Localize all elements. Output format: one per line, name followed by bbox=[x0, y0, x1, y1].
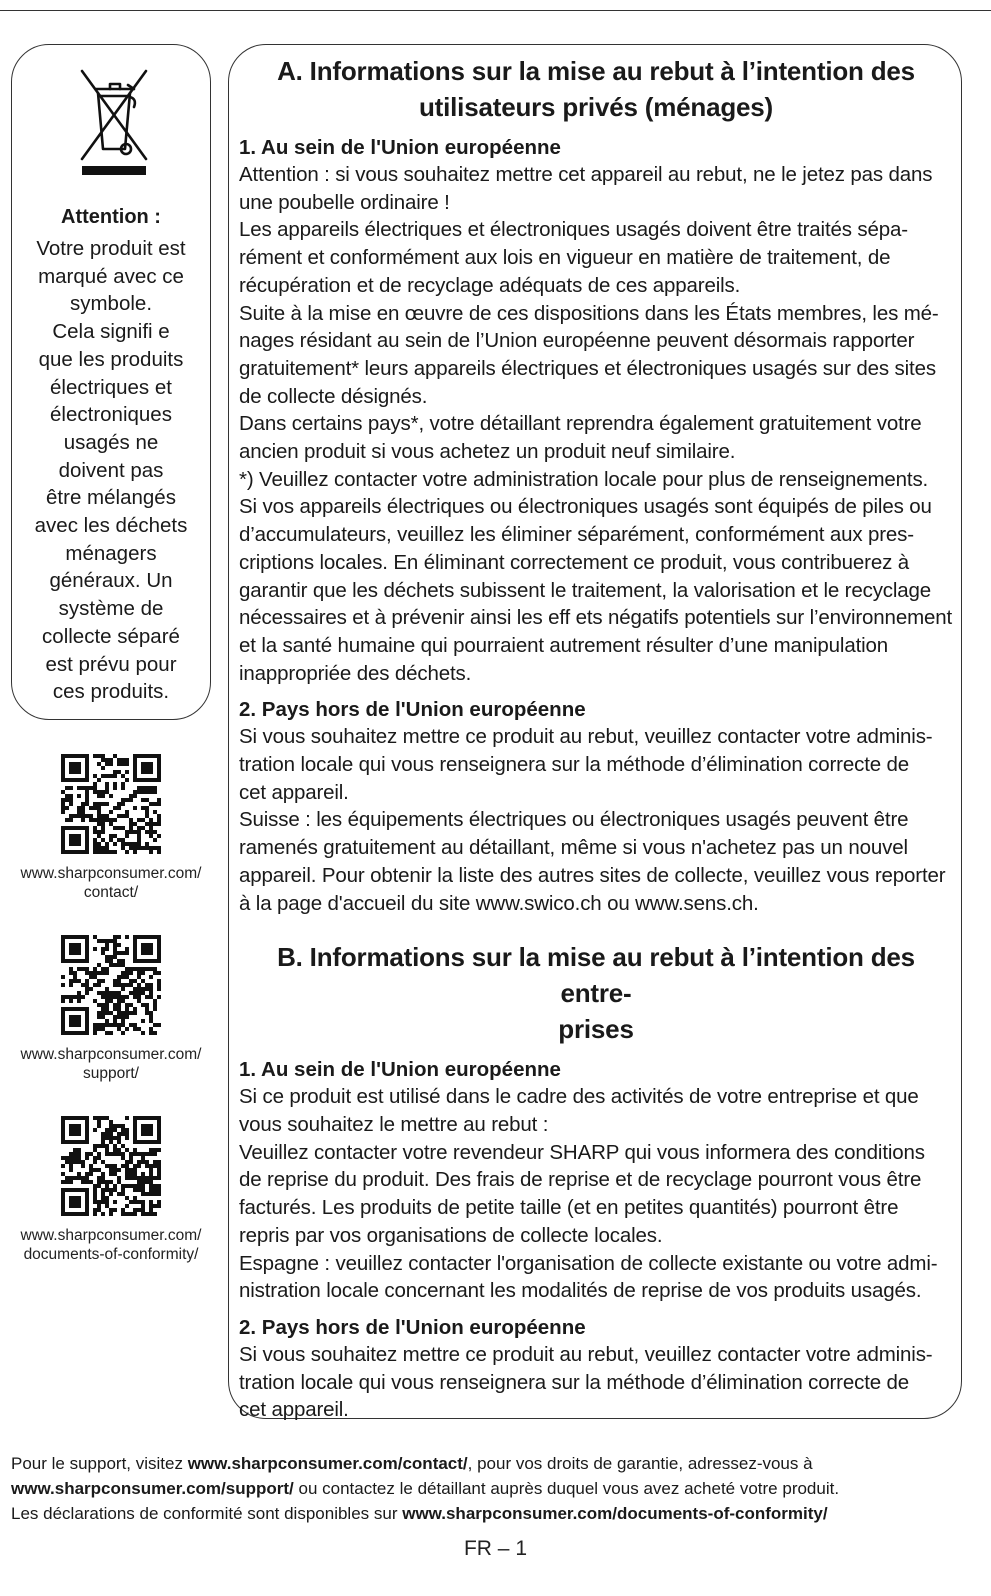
section-a-sub2-text bbox=[239, 723, 953, 917]
text-line: rément et conformément aux lois en vigueur en matière de traitement, de bbox=[239, 246, 891, 270]
disposal-info-panel bbox=[228, 44, 962, 1422]
attention-line: électroniques bbox=[50, 403, 172, 427]
attention-line: ménagers bbox=[65, 541, 157, 565]
conformity-link[interactable]: www.sharpconsumer.com/documents-of-conformity/ bbox=[402, 1504, 828, 1523]
section-a-sub1-title: 1. Au sein de l'Union européenne bbox=[239, 136, 561, 159]
text-line: cet appareil. bbox=[239, 780, 349, 804]
section-b-title-line1: B. Informations sur la mise au rebut à l’intention des entre- bbox=[277, 942, 915, 1009]
attention-line: Votre produit est bbox=[36, 237, 186, 260]
footer-line-3 bbox=[11, 1501, 971, 1526]
attention-line: symbole. bbox=[69, 292, 153, 316]
page-number: FR – 1 bbox=[463, 1537, 528, 1560]
text-line: récupération et de recyclage adéquats de ces appareils. bbox=[239, 273, 741, 297]
attention-line: doivent pas bbox=[58, 458, 164, 482]
text-line: *) Veuillez contacter votre administration locale pour plus de renseignements. bbox=[239, 467, 929, 491]
text-line: tration locale qui vous renseignera sur la méthode d’élimination correcte de bbox=[239, 753, 910, 777]
text-line: Si vos appareils électriques ou électroniques usagés sont équipés de piles ou bbox=[239, 495, 932, 519]
attention-line: Cela signifi e bbox=[52, 320, 170, 344]
qr-url-contact[interactable] bbox=[11, 864, 211, 902]
text-line: appareil. Pour obtenir la liste des autres sites de collecte, veuillez vous reporter bbox=[239, 863, 946, 887]
text-line: nécessaires et à prévenir ainsi les eff ets négatifs potentiels sur l’environnement bbox=[239, 606, 953, 630]
qr-url-line2: contact/ bbox=[83, 884, 139, 901]
attention-line: avec les déchets bbox=[34, 514, 188, 538]
attention-title: Attention : bbox=[61, 206, 161, 228]
attention-line: usagés ne bbox=[63, 430, 159, 454]
section-b-sub2-title: 2. Pays hors de l'Union européenne bbox=[239, 1315, 586, 1339]
text-line: repris par vos organisations de collecte locales. bbox=[239, 1223, 663, 1247]
support-footer bbox=[11, 1451, 971, 1526]
contact-link[interactable]: www.sharpconsumer.com/contact/ bbox=[187, 1454, 468, 1473]
support-link[interactable]: www.sharpconsumer.com/support/ bbox=[11, 1479, 294, 1498]
text-line: nistration locale concernant les modalités de reprise de vos produits usagés. bbox=[239, 1279, 922, 1303]
qr-url-line1: www.sharpconsumer.com/ bbox=[20, 865, 202, 882]
text-line: Les appareils électriques et électroniques usagés doivent être traités sépa- bbox=[239, 218, 908, 242]
section-a-title-line2: utilisateurs privés (ménages) bbox=[419, 92, 773, 122]
attention-line: que les produits bbox=[38, 347, 184, 371]
text-line: tration locale qui vous renseignera sur la méthode d’élimination correcte de bbox=[239, 1370, 910, 1394]
section-a-title-line1: A. Informations sur la mise au rebut à l’intention des bbox=[277, 56, 915, 86]
text-line: Attention : si vous souhaitez mettre cet appareil au rebut, ne le jetez pas dans bbox=[239, 163, 933, 186]
qr-code-conformity-icon bbox=[61, 1116, 161, 1216]
attention-text bbox=[26, 235, 196, 706]
text-line: nages résidant au sein de l’Union européenne peuvent désormais rapporter bbox=[239, 329, 915, 353]
attention-line: système de bbox=[58, 597, 164, 621]
section-b-title-line2: prises bbox=[558, 1014, 634, 1045]
attention-line: collecte séparé bbox=[42, 624, 180, 648]
text-line: ramenés gratuitement au détaillant, même si vous n'achetez pas un nouvel bbox=[239, 836, 908, 860]
section-a-sub1-text bbox=[239, 161, 953, 687]
qr-url-line1: www.sharpconsumer.com/ bbox=[20, 1227, 202, 1244]
section-b-sub1-title: 1. Au sein de l'Union européenne bbox=[239, 1058, 561, 1082]
text-line: vous souhaitez le mettre au rebut : bbox=[239, 1112, 549, 1136]
top-rule bbox=[0, 10, 991, 11]
qr-support[interactable] bbox=[11, 935, 211, 1083]
text-line: à la page d'accueil du site www.swico.ch ou www.sens.ch. bbox=[239, 891, 759, 915]
section-a-sub2-title: 2. Pays hors de l'Union européenne bbox=[239, 698, 586, 722]
footer-text: Les déclarations de conformité sont disponibles sur bbox=[11, 1504, 403, 1523]
text-line: Si vous souhaitez mettre ce produit au rebut, veuillez contacter votre adminis- bbox=[239, 725, 933, 749]
text-line: gratuitement* leurs appareils électriques et électroniques usagés sur des sites bbox=[239, 356, 936, 380]
qr-contact[interactable] bbox=[11, 754, 211, 902]
section-a-title bbox=[239, 53, 953, 125]
text-line: ancien produit si vous achetez un produit neuf similaire. bbox=[239, 440, 736, 464]
qr-code-contact-icon bbox=[61, 754, 161, 854]
footer-text: , pour vos droits de garantie, adressez-vous à bbox=[467, 1454, 813, 1473]
text-line: de collecte désignés. bbox=[239, 384, 428, 408]
footer-line-1 bbox=[11, 1451, 971, 1476]
text-line: inappropriée des déchets. bbox=[239, 661, 472, 685]
text-line: Si ce produit est utilisé dans le cadre des activités de votre entreprise et que bbox=[239, 1085, 919, 1109]
attention-line: ces produits. bbox=[52, 680, 170, 704]
text-line: d’accumulateurs, veuillez les éliminer séparément, conformément aux pres- bbox=[239, 523, 914, 547]
qr-url-line2: support/ bbox=[82, 1065, 139, 1082]
text-line: une poubelle ordinaire ! bbox=[239, 190, 450, 214]
footer-text: Pour le support, visitez bbox=[11, 1454, 188, 1473]
qr-url-line1: www.sharpconsumer.com/ bbox=[20, 1046, 202, 1063]
text-line: facturés. Les produits de petite taille (et en petites quantités) pourront être bbox=[239, 1196, 899, 1220]
qr-url-conformity[interactable] bbox=[11, 1226, 211, 1264]
text-line: cet appareil. bbox=[239, 1398, 349, 1422]
text-line: et la santé humaine qui pourraient autrement résulter d’une manipulation bbox=[239, 633, 889, 657]
section-b-sub2-text bbox=[239, 1341, 953, 1424]
text-line: de reprise du produit. Des frais de reprise et de recyclage pourront vous être bbox=[239, 1168, 922, 1192]
text-line: Espagne : veuillez contacter l'organisation de collecte existante ou votre admi- bbox=[239, 1251, 938, 1275]
qr-code-support-icon bbox=[61, 935, 161, 1035]
text-line: Suite à la mise en œuvre de ces dispositions dans les États membres, les mé- bbox=[239, 301, 939, 325]
text-line: criptions locales. En éliminant correctement ce produit, vous contribuerez à bbox=[239, 550, 909, 574]
footer-line-2 bbox=[11, 1476, 971, 1501]
text-line: Si vous souhaitez mettre ce produit au rebut, veuillez contacter votre adminis- bbox=[239, 1342, 933, 1366]
qr-url-support[interactable] bbox=[11, 1045, 211, 1083]
text-line: garantir que les déchets subissent le traitement, la valorisation et le recyclage bbox=[239, 578, 932, 602]
qr-conformity[interactable] bbox=[11, 1116, 211, 1264]
attention-line: être mélangés bbox=[46, 486, 176, 510]
attention-panel bbox=[11, 44, 211, 720]
attention-line: électriques et bbox=[50, 375, 172, 399]
section-b-sub1-text bbox=[239, 1083, 953, 1305]
text-line: Veuillez contacter votre revendeur SHARP qui vous informera des conditions bbox=[239, 1140, 925, 1164]
attention-line: marqué avec ce bbox=[38, 264, 184, 288]
footer-text: ou contactez le détaillant auprès duquel vous avez acheté votre produit. bbox=[293, 1479, 840, 1498]
attention-line: généraux. Un bbox=[49, 569, 173, 593]
qr-url-line2: documents-of-conformity/ bbox=[23, 1246, 199, 1263]
attention-line: est prévu pour bbox=[45, 652, 177, 676]
text-line: Dans certains pays*, votre détaillant reprendra également gratuitement votre bbox=[239, 412, 922, 436]
section-b-title bbox=[239, 939, 953, 1047]
text-line: Suisse : les équipements électriques ou électroniques usagés peuvent être bbox=[239, 808, 909, 832]
crossed-out-wheelie-bin-icon bbox=[74, 63, 154, 175]
